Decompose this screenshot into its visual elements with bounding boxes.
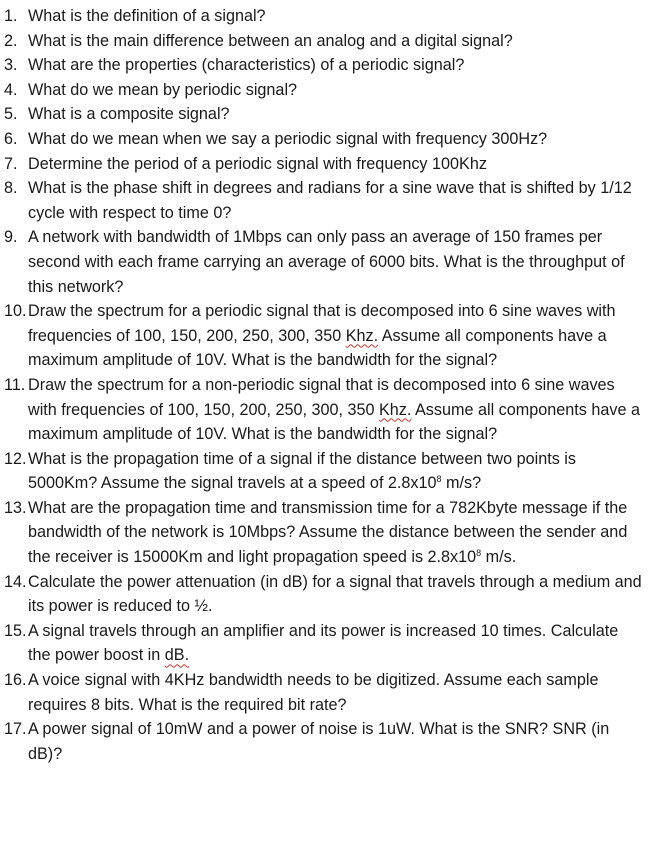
question-text <box>28 447 649 496</box>
question-text-part: A signal travels through an amplifier and its power is increased 10 times. Calculate the power boost in <box>28 621 619 665</box>
question-item <box>0 668 649 717</box>
superscript-exponent: 8 <box>476 548 482 559</box>
question-number: 7. <box>4 154 18 173</box>
question-number: 13. <box>4 498 27 517</box>
question-item <box>0 176 649 225</box>
question-number: 17. <box>4 720 27 739</box>
question-number: 4. <box>4 80 18 99</box>
question-number: 9. <box>4 228 18 247</box>
question-item <box>0 78 649 103</box>
question-number: 12. <box>4 449 27 468</box>
spellcheck-mark: dB. <box>164 646 190 665</box>
question-text: A network with bandwidth of 1Mbps can only pass an average of 150 frames per second with each frame carrying an average of 6000 bits. What is the throughput of this network? <box>28 228 625 296</box>
question-number: 3. <box>4 56 18 75</box>
superscript-exponent: 8 <box>436 474 442 485</box>
question-text: What is the definition of a signal? <box>28 7 266 25</box>
question-text: What are the properties (characteristics) of a periodic signal? <box>28 56 465 75</box>
question-text: Calculate the power attenuation (in dB) for a signal that travels through a medium and its power is reduced to ½. <box>28 572 642 616</box>
question-number: 6. <box>4 129 18 148</box>
question-item <box>0 152 649 177</box>
question-item <box>0 496 649 570</box>
question-text: Determine the period of a periodic signal with frequency 100Khz <box>28 154 487 173</box>
question-text: What is a composite signal? <box>28 105 230 124</box>
spellcheck-mark: Khz. <box>379 400 412 419</box>
question-number: 14. <box>4 572 27 591</box>
spellcheck-mark: Khz. <box>345 326 379 345</box>
question-number: 16. <box>4 671 27 690</box>
question-item <box>0 570 649 619</box>
question-item <box>0 127 649 152</box>
question-number: 15. <box>4 621 27 640</box>
question-text-part: Draw the spectrum for a non-periodic signal that is decomposed into 6 sine waves with frequencies of 100, 150, 200, 250, 300, 350 <box>28 375 615 419</box>
question-text: What is the main difference between an analog and a digital signal? <box>28 31 513 50</box>
question-text <box>28 496 649 570</box>
question-text-part: m/s? <box>441 474 482 493</box>
question-text: What do we mean by periodic signal? <box>28 80 298 99</box>
question-text: A voice signal with 4KHz bandwidth needs to be digitized. Assume each sample requires 8 bits. What is the required bit rate? <box>28 671 599 714</box>
question-text <box>28 619 649 668</box>
question-number: 1. <box>4 7 18 25</box>
question-text <box>28 299 649 373</box>
question-text <box>28 373 649 447</box>
question-item <box>0 29 649 54</box>
question-text: What is the phase shift in degrees and radians for a sine wave that is shifted by 1/12 cycle with respect to time 0? <box>28 179 632 222</box>
question-number: 5. <box>4 105 18 124</box>
question-item <box>0 102 649 127</box>
question-list <box>0 4 649 766</box>
question-text-part: Draw the spectrum for a periodic signal that is decomposed into 6 sine waves with frequencies of 100, 150, 200, 250, 300, 350 <box>28 302 616 345</box>
question-item <box>0 447 649 496</box>
question-item <box>0 619 649 668</box>
question-item <box>0 53 649 78</box>
question-number: 8. <box>4 179 18 198</box>
question-text: A power signal of 10mW and a power of noise is 1uW. What is the SNR? SNR (in dB)? <box>28 720 610 763</box>
question-item <box>0 225 649 299</box>
question-item <box>0 717 649 766</box>
question-number: 2. <box>4 31 18 50</box>
question-item <box>0 299 649 373</box>
question-item <box>0 373 649 447</box>
question-item <box>0 4 649 29</box>
question-text-part: m/s. <box>481 548 517 567</box>
question-text-part: Assume all components have a maximum amplitude of 10V. What is the bandwidth for the signal? <box>28 400 640 444</box>
question-text-part: What is the propagation time of a signal if the distance between two points is 5000Km? Assume the signal travels at a speed of 2.8x10 <box>28 449 576 493</box>
question-text-part: Assume all components have a maximum amplitude of 10V. What is the bandwidth for the signal? <box>28 326 607 370</box>
question-number: 10. <box>4 302 27 321</box>
question-text: What do we mean when we say a periodic signal with frequency 300Hz? <box>28 129 548 148</box>
question-text-part: What are the propagation time and transmission time for a 782Kbyte message if the bandwidth of the network is 10Mbps? Assume the distance between the sender and the receiver is 15000Km and light propagation speed is 2.8x10 <box>28 498 628 567</box>
question-number: 11. <box>4 375 26 394</box>
